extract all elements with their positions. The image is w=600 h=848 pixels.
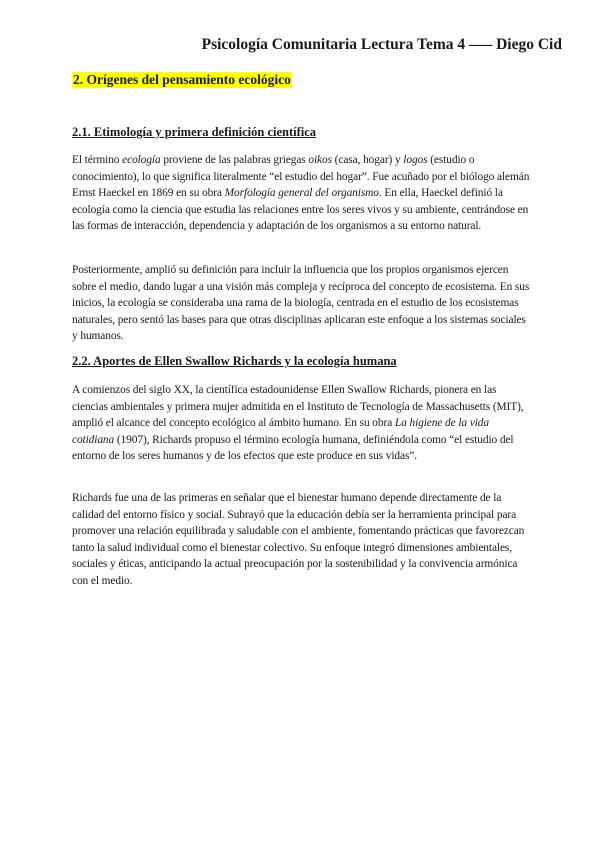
text-run: (1907), Richards propuso el término ecología humana, definiéndola como “el estudio del entorno de los seres humanos y de los efectos que este produce en sus vidas”.: [72, 433, 514, 462]
text-run: . En ella, Haeckel definió la ecología como la ciencia que estudia las relaciones entre los seres vivos y su ambiente, centrándose en las formas de interacción, dependencia y adaptación de los organismos a su entorno natural.: [72, 187, 529, 232]
italic-term: ecología: [122, 154, 161, 166]
paragraph-wellbeing: Richards fue una de las primeras en señalar que el bienestar humano depende directamente de la calidad del entorno físico y social. Subrayó que la educación debía ser la herramienta principal para promover una relación equilibrada y saludable con el ambiente, fomentando prácticas que favorezcan tanto la salud individual como el bienestar colectivo. Su enfoque integró dimensiones ambientales, sociales y éticas, anticipando la actual preocupación por la sostenibilidad y la convivencia armónica con el medio.: [72, 492, 525, 587]
text-run: El término: [72, 154, 123, 166]
subsection-title-2-1: 2.1. Etimología y primera definición científica: [72, 125, 317, 139]
italic-work-title: La higiene de la vida cotidiana: [72, 417, 489, 446]
running-header: Psicología Comunitaria Lectura Tema 4 —– Diego Cid: [201, 36, 562, 53]
text-run: (casa, hogar) y: [331, 154, 404, 166]
section-title: 2. Orígenes del pensamiento ecológico: [73, 72, 291, 87]
text-run: (estudio o conocimiento), lo que significa literalmente “el estudio del hogar”. Fue acuñado por el biólogo alemán Ernst Haeckel en 1869 en su obra: [72, 154, 530, 199]
italic-work-title: Morfología general del organismo: [224, 187, 379, 199]
paragraph-expansion: Posteriormente, amplió su definición para incluir la influencia que los propios organismos ejercen sobre el medio, dando lugar a una visión más compleja y recíproca del concepto de ecosistema. En sus inicios, la ecología se consideraba una rama de la biología, centrada en el estudio de los ecosistemas naturales, pero sentó las bases para que otras disciplinas aplicaran este enfoque a los sistemas sociales y humanos.: [72, 264, 530, 342]
text-run: A comienzos del siglo XX, la científica estadounidense Ellen Swallow Richards, pionera en las ciencias ambientales y primera mujer admitida en el Instituto de Tecnología de Massachusetts (MIT), amplió el alcance del concepto ecológico al ámbito humano. En su obra: [72, 384, 524, 429]
subsection-title-2-2: 2.2. Aportes de Ellen Swallow Richards y la ecología humana: [72, 354, 397, 368]
paragraph-richards: [72, 382, 532, 465]
italic-term: oikos: [308, 154, 332, 166]
italic-term: logos: [403, 154, 428, 166]
text-run: proviene de las palabras griegas: [160, 154, 309, 166]
paragraph-etymology: [72, 152, 532, 235]
